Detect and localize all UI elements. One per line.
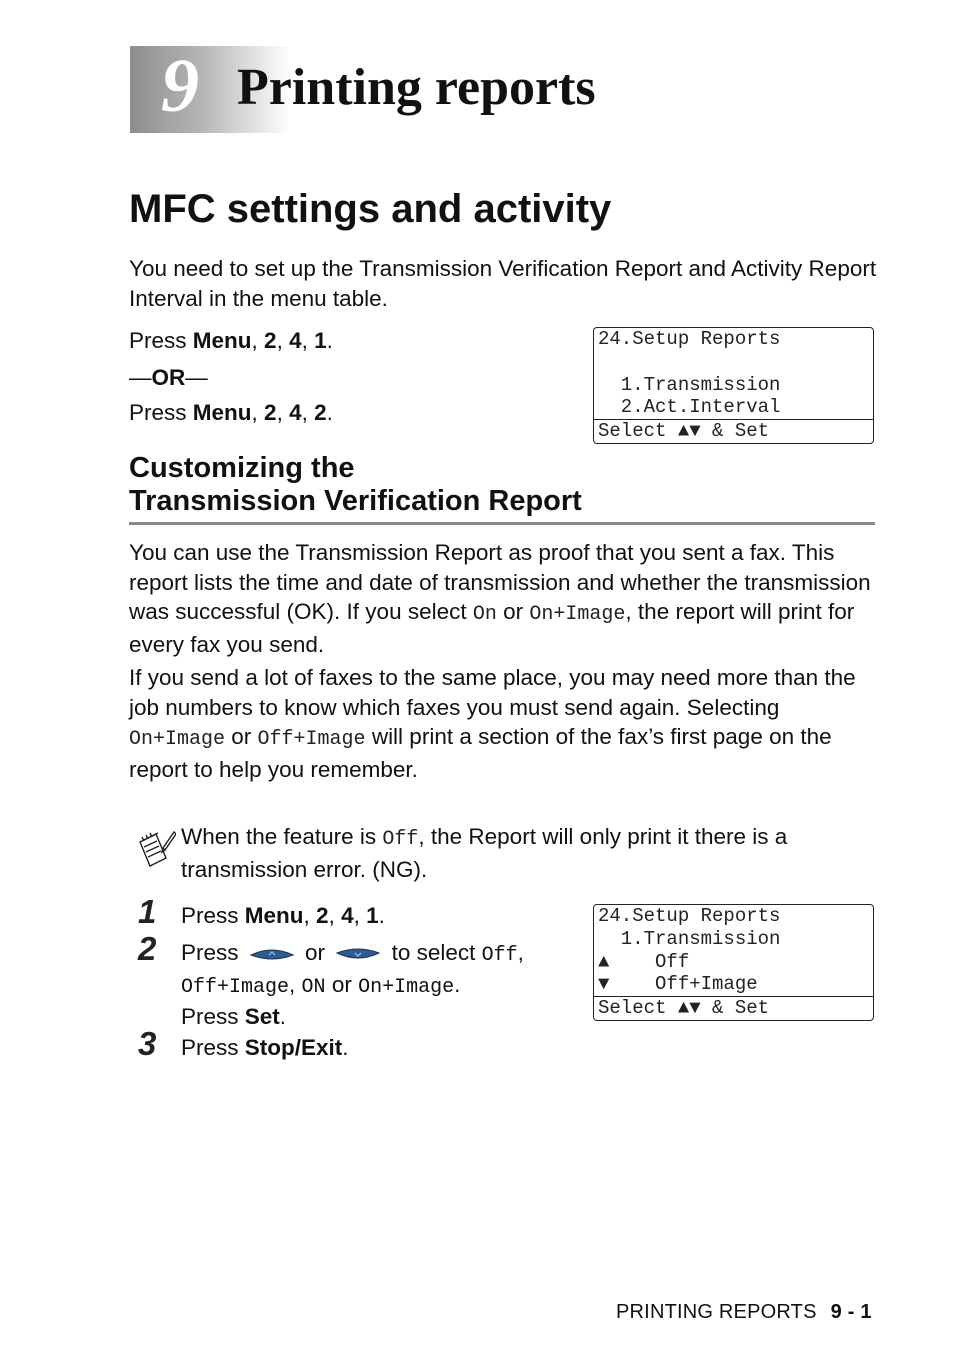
press-sequence-1: Press Menu, 2, 4, 1. — [129, 328, 333, 353]
step-2-text: Press or to select Off, Off+Image, ON or On+Image. Press Set. — [181, 940, 524, 1029]
lcd-row: 1.Transmission — [598, 927, 781, 950]
section-title: MFC settings and activity — [129, 187, 612, 231]
lcd-row: 1.Transmission — [598, 373, 781, 396]
lcd-display-setup-reports — [593, 327, 874, 444]
lcd-row — [594, 351, 873, 374]
lcd-footer: Select ▲▼ & Set — [594, 996, 873, 1020]
step-number: 1 — [138, 893, 157, 930]
step-number: 3 — [138, 1025, 157, 1062]
lcd-row: ▼ Off+Image — [598, 973, 758, 996]
note-pad-icon — [136, 828, 176, 868]
lcd-footer: Select ▲▼ & Set — [594, 419, 873, 443]
paragraph-image-option: If you send a lot of faxes to the same place, you may need more than the job numbers to know which faxes you must send again. Selecting On+Image or Off+Image will print a section of the fax’s first page on the report to help you remember. — [129, 665, 856, 782]
subsection-rule — [129, 522, 875, 525]
paragraph-transmission-report: You can use the Transmission Report as proof that you sent a fax. This report lists the time and date of transmission and whether the transmission was successful (OK). If you select On or On+Image, the report will print for every fax you send. — [129, 540, 871, 657]
step-1-text: Press Menu, 2, 4, 1. — [181, 903, 385, 928]
chapter-number: 9 — [161, 44, 199, 128]
press-sequence-2: Press Menu, 2, 4, 2. — [129, 400, 333, 425]
step-3-text: Press Stop/Exit. — [181, 1035, 349, 1060]
lcd-row: ▲ Off — [598, 950, 690, 973]
lcd-row: 24.Setup Reports — [598, 905, 781, 927]
page-number: 9 - 1 — [830, 1301, 872, 1323]
step-number: 2 — [138, 930, 157, 967]
lcd-display-transmission — [593, 904, 874, 1021]
page-footer: PRINTING REPORTS 9 - 1 — [616, 1301, 872, 1323]
note-text: When the feature is Off, the Report will only print it there is a transmission error. (NG). — [181, 824, 788, 882]
lcd-row: 24.Setup Reports — [598, 328, 781, 350]
subsection-title: Customizing the Transmission Verification Report — [129, 452, 582, 517]
chapter-title: Printing reports — [237, 59, 596, 116]
section-intro: You need to set up the Transmission Verification Report and Activity Report Interval in the menu table. — [129, 256, 877, 311]
up-arrow-button-icon — [249, 946, 295, 962]
lcd-row: 2.Act.Interval — [598, 396, 781, 419]
down-arrow-button-icon — [335, 946, 381, 962]
or-separator: —OR— — [129, 365, 208, 390]
